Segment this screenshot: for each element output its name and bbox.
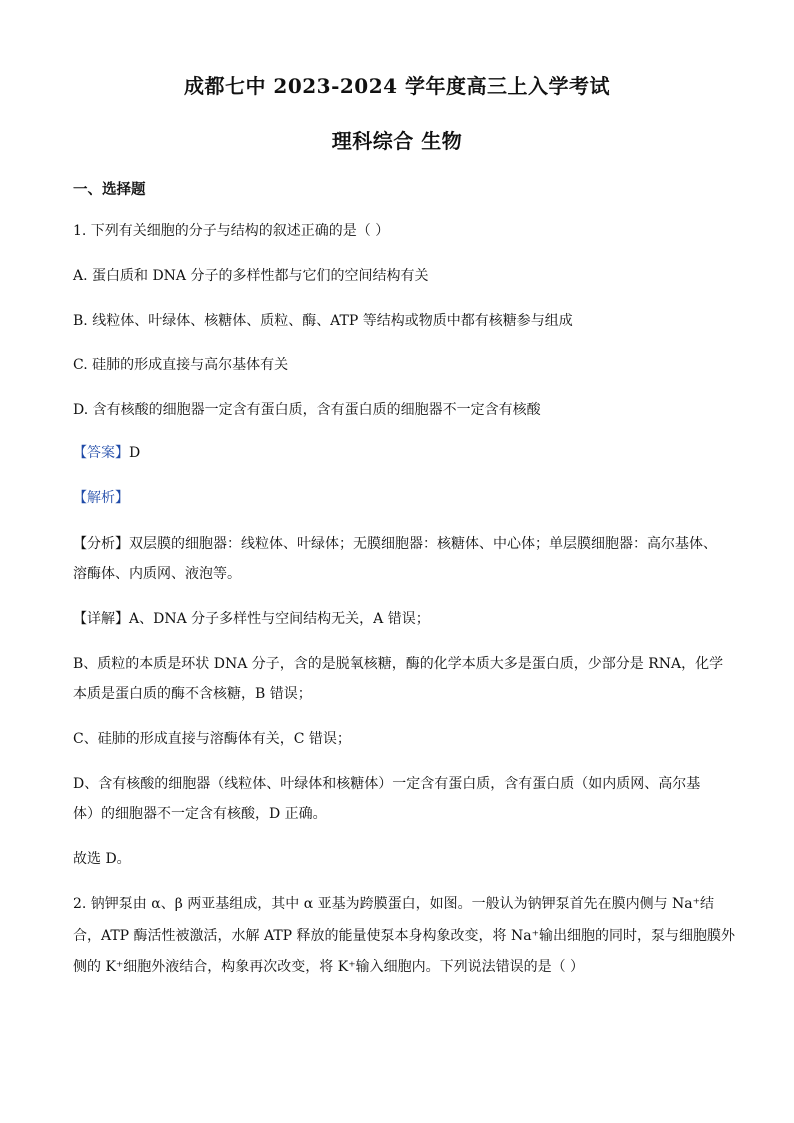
xiangjie-b-1: B、质粒的本质是环状 DNA 分子，含的是脱氧核糖，酶的化学本质大多是蛋白质，少部分是 RNA，化学 bbox=[73, 656, 724, 672]
question-2-line-2: 合，ATP 酶活性被激活，水解 ATP 释放的能量使泵本身构象改变，将 Na⁺输出细胞的同时，泵与细胞膜外 bbox=[73, 928, 735, 944]
section-heading: 一、选择题 bbox=[73, 181, 146, 198]
q1-answer bbox=[73, 438, 723, 468]
q1-option-a: A. 蛋白质和 DNA 分子的多样性都与它们的空间结构有关 bbox=[73, 268, 429, 284]
analysis-label: 【解析】 bbox=[73, 490, 129, 506]
xiangjie-d-2: 体）的细胞器不一定含有核酸，D 正确。 bbox=[73, 806, 327, 822]
xiangjie-label: 【详解】 bbox=[73, 611, 129, 627]
exam-subtitle: 理科综合 生物 bbox=[331, 129, 463, 153]
fenxi-label: 【分析】 bbox=[73, 536, 129, 552]
xiangjie-d-1: D、含有核酸的细胞器（线粒体、叶绿体和核糖体）一定含有蛋白质，含有蛋白质（如内质网、高尔基 bbox=[73, 776, 701, 792]
question-2-line-3: 侧的 K⁺细胞外液结合，构象再次改变，将 K⁺输入细胞内。下列说法错误的是（ ） bbox=[73, 959, 585, 975]
xiangjie-a bbox=[73, 604, 723, 634]
question-1-stem: 1. 下列有关细胞的分子与结构的叙述正确的是（ ） bbox=[73, 223, 390, 239]
xiangjie-b-2: 本质是蛋白质的酶不含核糖，B 错误； bbox=[73, 686, 312, 702]
q1-option-d: D. 含有核酸的细胞器一定含有蛋白质，含有蛋白质的细胞器不一定含有核酸 bbox=[73, 402, 541, 418]
fenxi-line-2: 溶酶体、内质网、液泡等。 bbox=[73, 566, 241, 582]
q1-option-c: C. 硅肺的形成直接与高尔基体有关 bbox=[73, 357, 289, 373]
answer-value: D bbox=[129, 445, 141, 461]
fenxi-line-1 bbox=[73, 529, 723, 559]
exam-title: 成都七中 2023-2024 学年度高三上入学考试 bbox=[183, 74, 611, 98]
answer-tag: 【答案】 bbox=[73, 445, 129, 461]
analysis-tag bbox=[73, 483, 723, 513]
q1-conclusion: 故选 D。 bbox=[73, 851, 131, 867]
question-2-line-1: 2. 钠钾泵由 α、β 两亚基组成，其中 α 亚基为跨膜蛋白，如图。一般认为钠钾泵首先在膜内侧与 Na⁺结 bbox=[73, 896, 715, 912]
xiangjie-a-text: A、DNA 分子多样性与空间结构无关，A 错误； bbox=[129, 611, 430, 627]
xiangjie-c: C、硅肺的形成直接与溶酶体有关，C 错误； bbox=[73, 731, 351, 747]
fenxi-text-1: 双层膜的细胞器：线粒体、叶绿体；无膜细胞器：核糖体、中心体；单层膜细胞器：高尔基体、 bbox=[129, 536, 717, 552]
q1-option-b: B. 线粒体、叶绿体、核糖体、质粒、酶、ATP 等结构或物质中都有核糖参与组成 bbox=[73, 313, 573, 329]
